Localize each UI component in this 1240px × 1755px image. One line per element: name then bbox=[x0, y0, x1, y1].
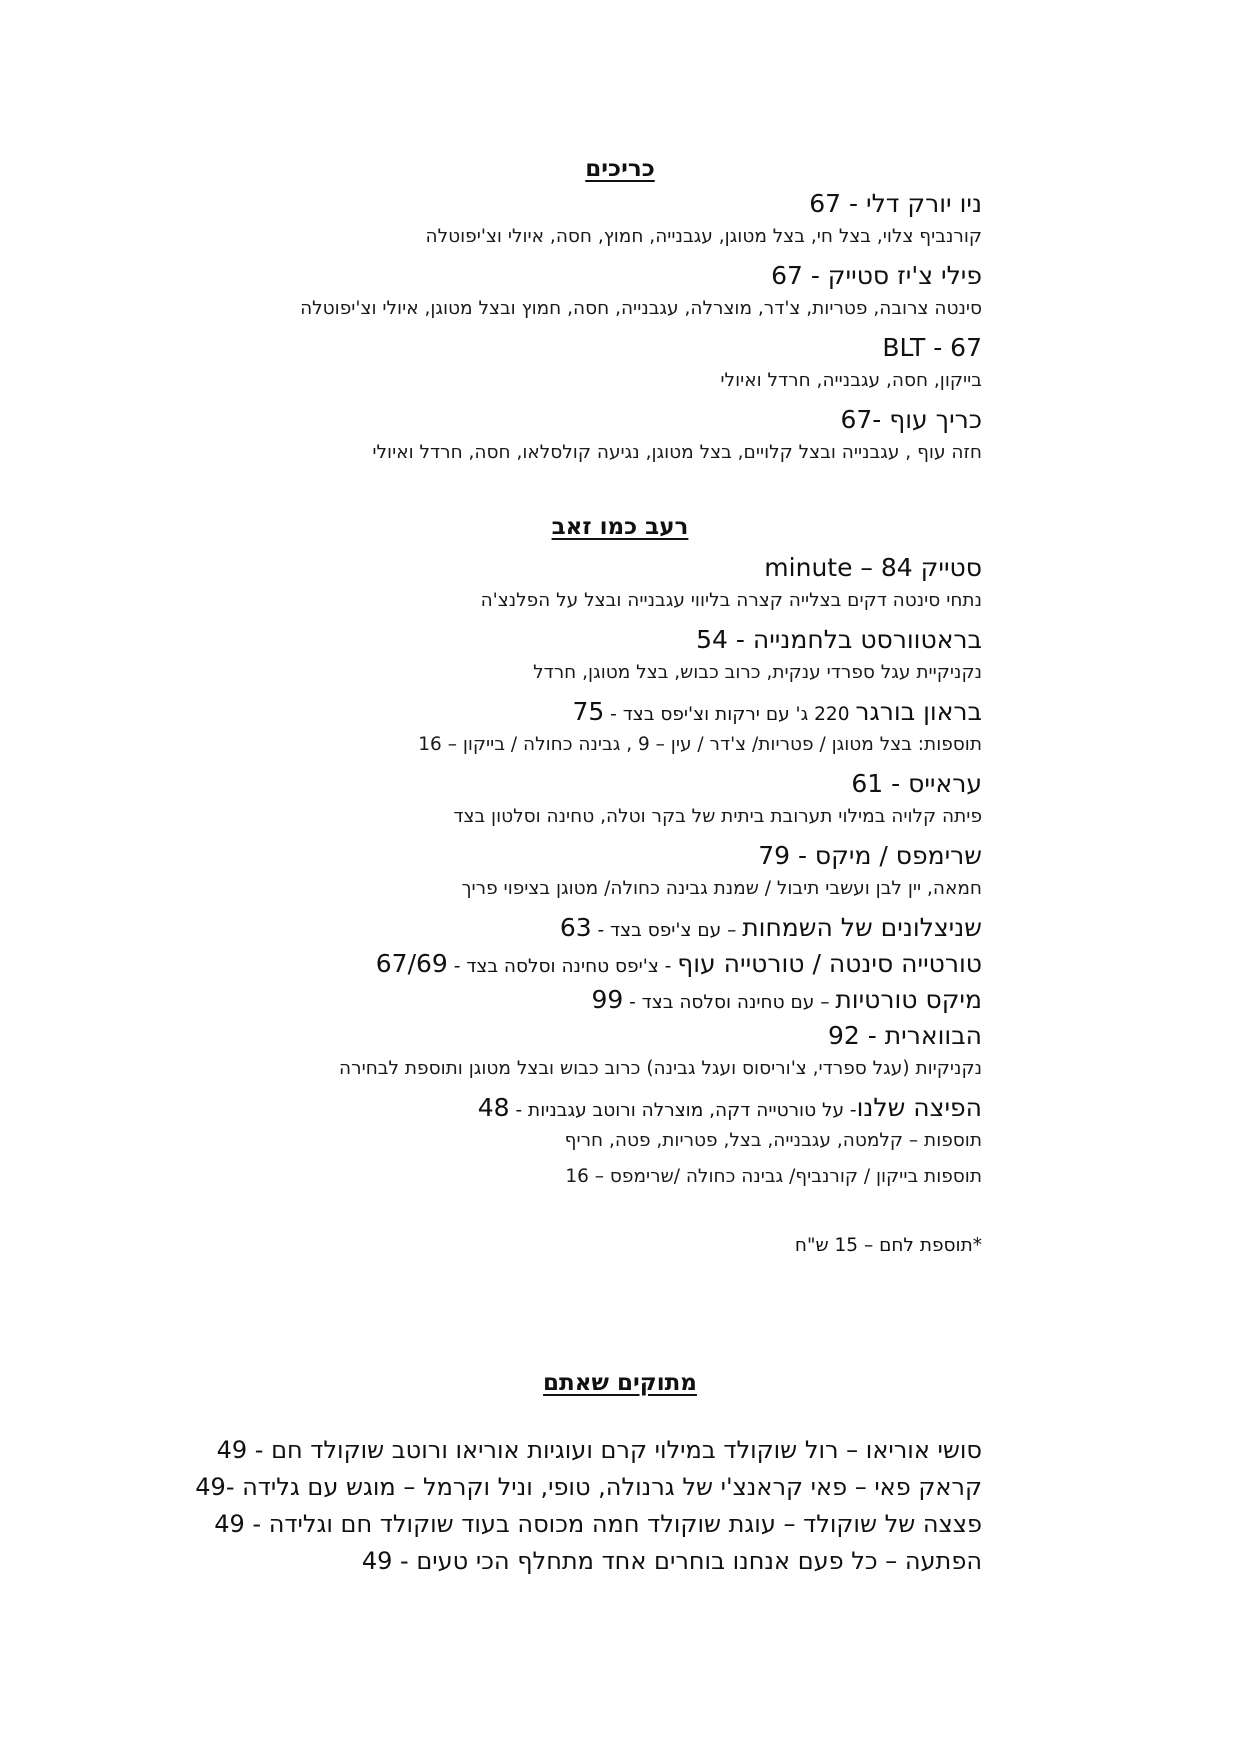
menu-item-title: הבווארית - 92 bbox=[828, 1021, 982, 1050]
menu-item-detail: – עם צ'יפס בצד - bbox=[591, 920, 743, 941]
menu-item-title: BLT - 67 bbox=[882, 333, 982, 362]
menu-item-desc: חמאה, יין לבן ועשבי תיבול / שמנת גבינה כחולה/ מטוגן בציפוי פריך bbox=[461, 878, 982, 899]
menu-item-price: 48 bbox=[477, 1093, 510, 1122]
menu-item-price: 67/69 bbox=[375, 949, 448, 978]
dessert-item: קראק פאי – פאי קראנצ'י של גרנולה, טופי, וניל וקרמל – מוגש עם גלידה -49 bbox=[195, 1473, 982, 1501]
dessert-item: פצצה של שוקולד – עוגת שוקולד חמה מכוסה בעוד שוקולד חם וגלידה - 49 bbox=[214, 1510, 982, 1538]
dessert-item: הפתעה – כל פעם אנחנו בוחרים אחד מתחלף הכי טעים - 49 bbox=[361, 1547, 982, 1575]
section-title-hungry: רעב כמו זאב bbox=[551, 514, 689, 540]
section-title-sandwiches: כריכים bbox=[585, 156, 655, 182]
menu-item-detail: 220 ג' עם ירקות וצ'יפס בצד - bbox=[604, 704, 856, 725]
menu-item-name: טורטייה סינטה / טורטייה עוף bbox=[677, 949, 982, 978]
section-title-desserts: מתוקים שאתם bbox=[543, 1370, 697, 1396]
menu-item-name: בראון בורגר bbox=[855, 697, 982, 726]
menu-item-title: סטייק minute – 84 bbox=[764, 553, 982, 582]
sandwiches-list bbox=[222, 188, 982, 476]
menu-item-desc: בייקון, חסה, עגבנייה, חרדל ואיולי bbox=[720, 370, 982, 391]
menu-item-name: הפיצה שלנו bbox=[856, 1093, 982, 1122]
menu-item-title bbox=[222, 984, 982, 1020]
menu-item-detail: – עם טחינה וסלסה בצד - bbox=[623, 992, 836, 1013]
menu-item-desc: תוספות: בצל מטוגן / פטריות/ צ'דר / עין – 9 , גבינה כחולה / בייקון – 16 bbox=[418, 734, 982, 755]
menu-item-title: עראייס - 61 bbox=[851, 769, 982, 798]
menu-item-title bbox=[222, 696, 982, 732]
menu-item-detail: - על טורטייה דקה, מוצרלה ורוטב עגבניות - bbox=[509, 1100, 857, 1121]
dessert-item: סושי אוריאו – רול שוקולד במילוי קרם ועוגיות אוריאו ורוטב שוקולד חם - 49 bbox=[216, 1436, 982, 1464]
menu-item-title: כריך עוף -67 bbox=[840, 405, 982, 434]
menu-item-price: 63 bbox=[559, 913, 592, 942]
menu-item-price: 75 bbox=[572, 697, 605, 726]
hungry-list bbox=[222, 552, 982, 1200]
menu-item-title bbox=[222, 912, 982, 948]
desserts-list bbox=[195, 1435, 982, 1583]
menu-item-detail: - צ'יפס טחינה וסלסה בצד - bbox=[447, 956, 678, 977]
menu-item-desc: סינטה צרובה, פטריות, צ'דר, מוצרלה, עגבנייה, חסה, חמוץ ובצל מטוגן, איולי וצ'יפוטלה bbox=[300, 298, 982, 319]
menu-item-name: מיקס טורטיות bbox=[835, 985, 982, 1014]
menu-item-desc: נתחי סינטה דקים בצלייה קצרה בליווי עגבנייה ובצל על הפלנצ'ה bbox=[480, 590, 982, 611]
menu-item-title: פילי צ'יז סטייק - 67 bbox=[771, 261, 982, 290]
menu-item-desc: חזה עוף , עגבנייה ובצל קלויים, בצל מטוגן, נגיעה קולסלאו, חסה, חרדל ואיולי bbox=[372, 442, 982, 463]
menu-item-title bbox=[222, 948, 982, 984]
bread-note: *תוספת לחם – 15 ש"ח bbox=[794, 1235, 982, 1256]
menu-item-desc: קורנביף צלוי, בצל חי, בצל מטוגן, עגבנייה, חמוץ, חסה, איולי וצ'יפוטלה bbox=[425, 226, 982, 247]
menu-item-desc: תוספות בייקון / קורנביף/ גבינה כחולה /שרימפס – 16 bbox=[565, 1166, 982, 1187]
menu-item-desc: תוספות – קלמטה, עגבנייה, בצל, פטריות, פטה, חריף bbox=[564, 1130, 982, 1151]
menu-item-title: ניו יורק דלי - 67 bbox=[809, 189, 982, 218]
menu-item-title: בראטוורסט בלחמנייה - 54 bbox=[696, 625, 982, 654]
menu-item-desc: פיתה קלויה במילוי תערובת ביתית של בקר וטלה, טחינה וסלטון בצד bbox=[453, 806, 982, 827]
menu-item-name: שניצלונים של השמחות bbox=[742, 913, 982, 942]
menu-item-desc: נקניקיית עגל ספרדי ענקית, כרוב כבוש, בצל מטוגן, חרדל bbox=[533, 662, 982, 683]
menu-item-title: שרימפס / מיקס - 79 bbox=[758, 841, 982, 870]
menu-item-desc: נקניקיות (עגל ספרדי, צ'וריסוס ועגל גבינה) כרוב כבוש ובצל מטוגן ותוספת לבחירה bbox=[339, 1058, 982, 1079]
menu-item-price: 99 bbox=[591, 985, 624, 1014]
menu-item-title bbox=[222, 1092, 982, 1128]
